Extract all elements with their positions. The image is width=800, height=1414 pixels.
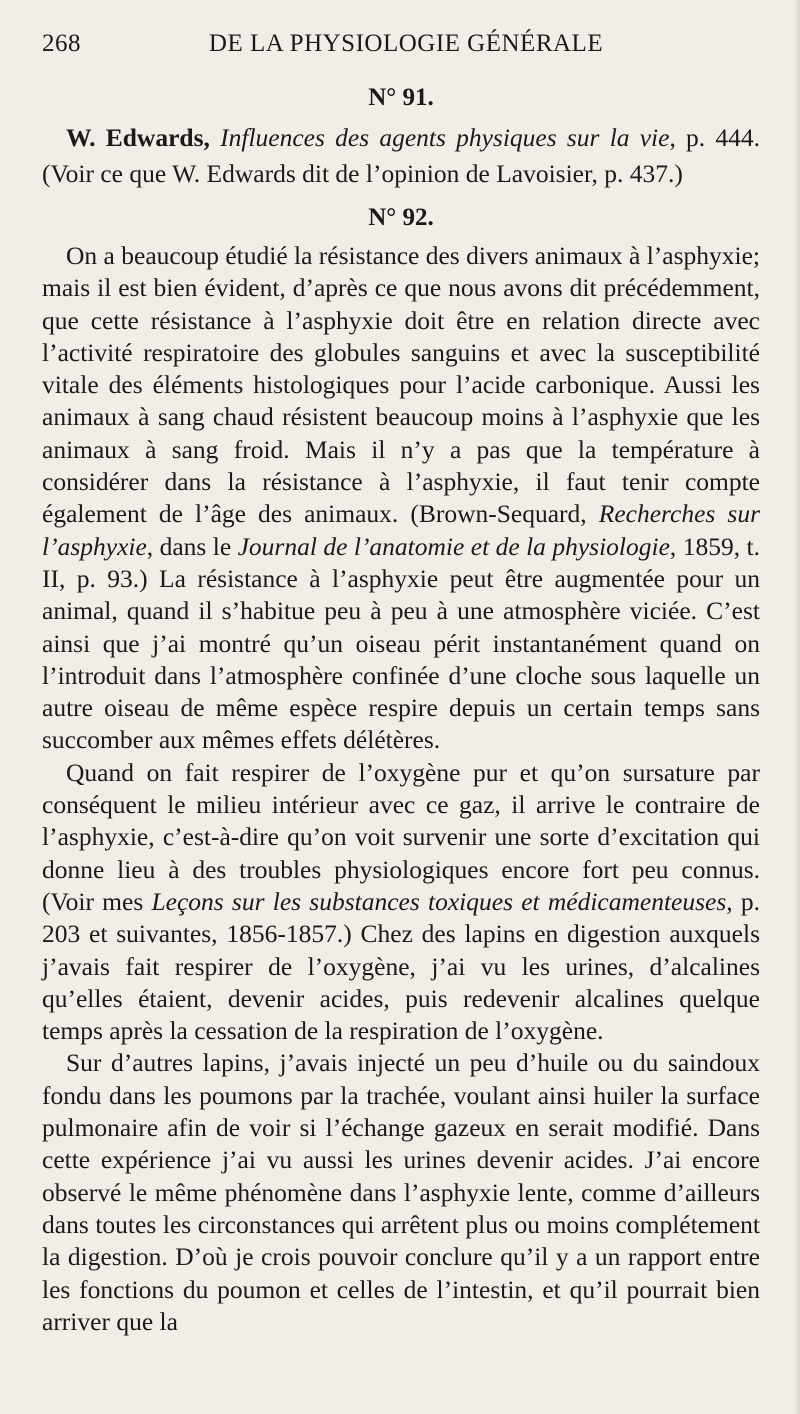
paragraph-asphyxie: [42, 240, 760, 757]
paragraph-lapins: Sur d’autres lapins, j’avais injecté un peu d’huile ou du saindoux fondu dans les poumons par la trachée, voulant ainsi huiler la surface pulmonaire afin de voir si l’échange gazeux en serait modifié. Dans cette expérience j’ai vu aussi les urines devenir acides. J’ai encore observé le même phénomène dans l’asphyxie lente, comme d’ailleurs dans toutes les circonstances qui arrêtent plus ou moins complétement la digestion. D’où je crois pouvoir conclure qu’il y a un rapport entre les fonctions du poumon et celles de l’intestin, et qu’il pourrait bien arriver que la: [42, 1048, 760, 1336]
note-92-title: N° 92.: [368, 204, 434, 231]
reference-rest: , p. 444. (Voir ce que W. Edwards dit de l’opinion de Lavoisier, p. 437.): [42, 123, 761, 188]
page-edge-shadow: [794, 0, 800, 1414]
text-run: , dans le: [146, 531, 238, 561]
italic-title: Leçons sur les substances toxiques et médicamenteuses: [151, 886, 727, 916]
page-number: 268: [42, 30, 81, 57]
note-91-title: N° 91.: [368, 84, 434, 111]
italic-title: Journal de l’anatomie et de la physiologie: [237, 531, 670, 561]
text-run: , p. 203 et suivantes, 1856-1857.) Chez des lapins en digestion auxquels j’avais fait respirer de l’oxygène, j’ai vu les urines, d’alcalines qu’elles étaient, devenir acides, puis redevenir alcalines quelque temps après la cessation de la respiration de l’oxygène.: [42, 886, 761, 1046]
text-run: On a beaucoup étudié la résistance des divers animaux à l’asphyxie; mais il est bien évident, d’après ce que nous avons dit précédemment, que cette résistance à l’asphyxie doit être en relation directe avec l’activité respiratoire des globules sanguins et avec la susceptibilité vitale des éléments histologiques pour l’acide carbonique. Aussi les animaux à sang chaud résistent beaucoup moins à l’asphyxie que les animaux à sang froid. Mais il n’y a pas que la température à considérer dans la résistance à l’asphyxie, il faut tenir compte également de l’âge des animaux. (Brown-Sequard,: [42, 241, 760, 529]
italic-title: Recherches sur l’asphyxie: [42, 499, 760, 561]
running-title: DE LA PHYSIOLOGIE GÉNÉRALE: [208, 30, 604, 57]
text-run: , 1859, t. II, p. 93.) La résistance à l’asphyxie peut être augmentée pour un animal, quand il s’habitue peu à peu à une atmosphère viciée. C’est ainsi que j’ai montré qu’un oiseau périt instantanément quand on l’introduit dans l’atmosphère confinée d’une cloche sous laquelle un autre oiseau de même espèce respire depuis un certain temps sans succomber aux mêmes effets délétères.: [42, 531, 760, 755]
reference-author: W. Edwards,: [66, 123, 210, 152]
page-header: [42, 30, 760, 74]
text-run: Quand on fait respirer de l’oxygène pur et qu’on sursature par conséquent le milieu intérieur avec ce gaz, il arrive le contraire de l’asphyxie, c’est-à-dire qu’on voit survenir une sorte d’excitation qui donne lieu à des troubles physiologiques encore fort peu connus. (Voir mes: [42, 757, 760, 916]
note-91-reference: [42, 120, 760, 192]
paragraph-oxygene: [42, 757, 760, 1048]
reference-book-title: Influences des agents physiques sur la vie: [220, 123, 670, 152]
